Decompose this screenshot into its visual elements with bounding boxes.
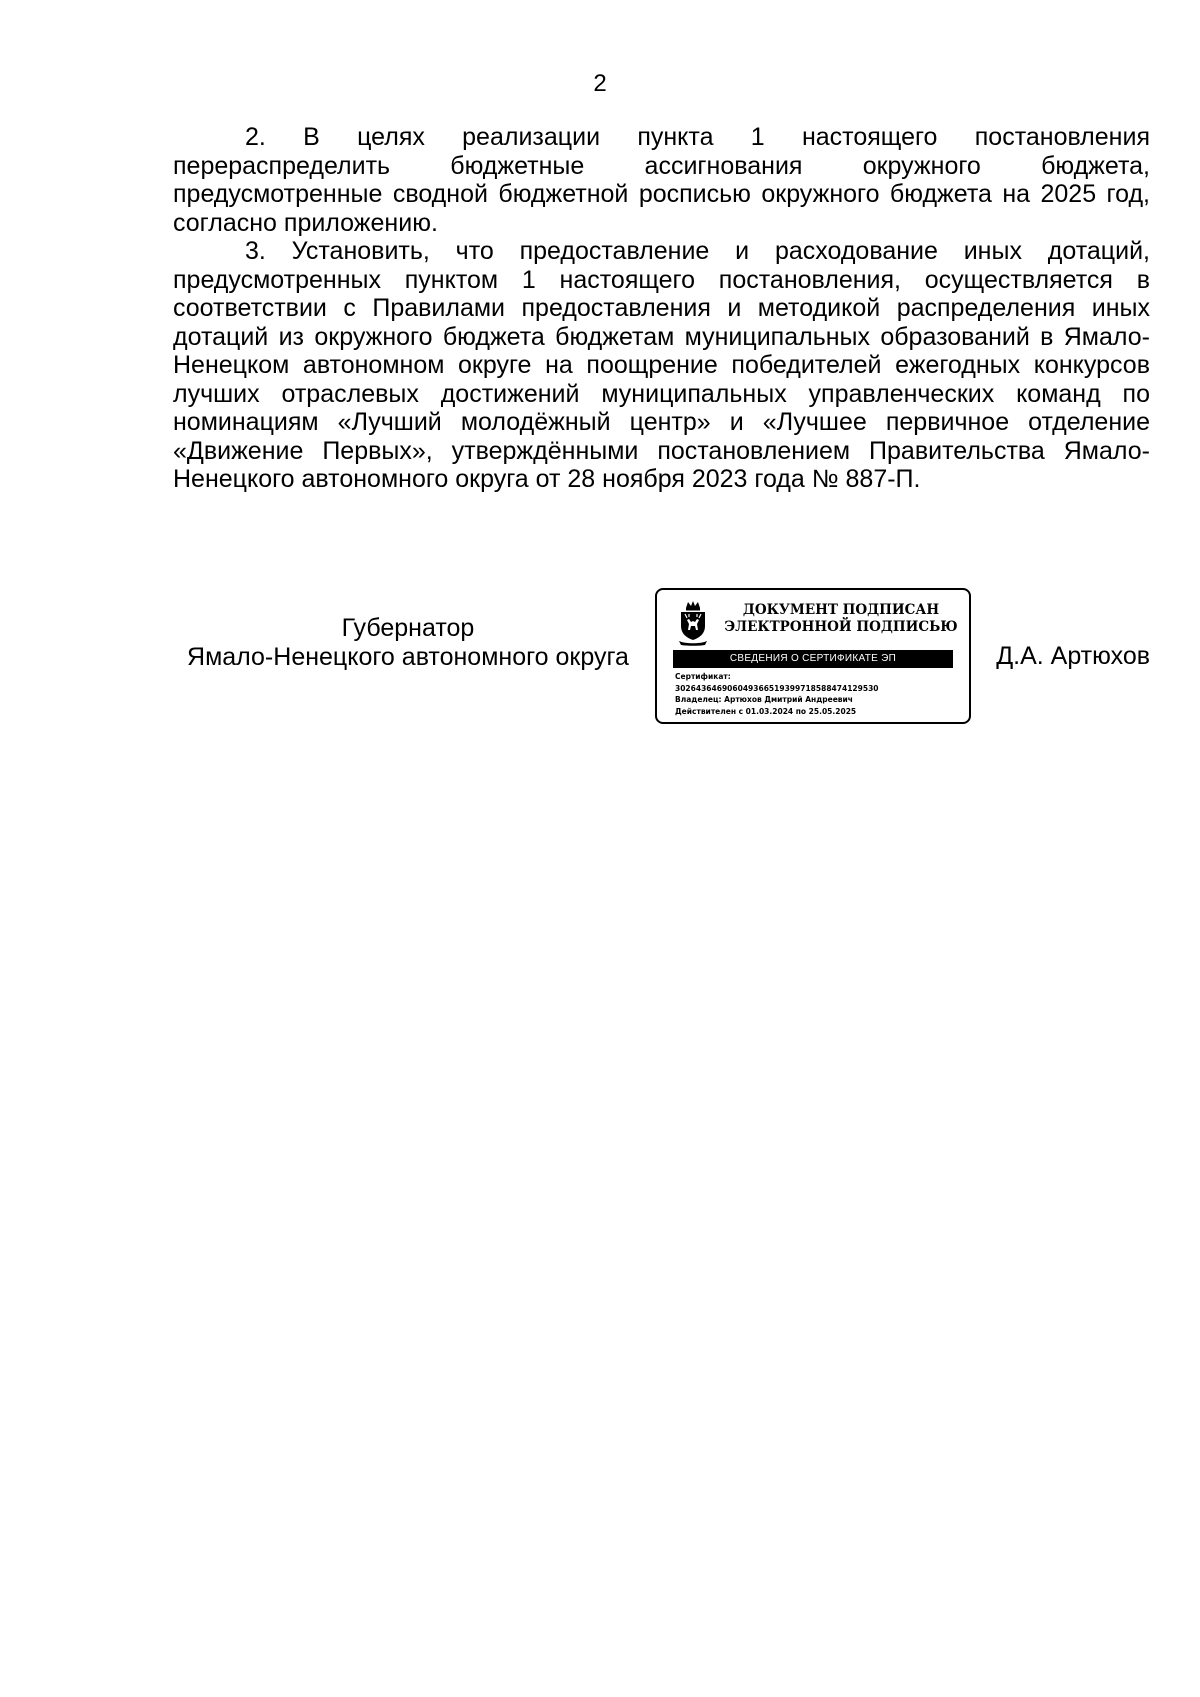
signatory-title — [173, 614, 643, 672]
signature-block — [173, 588, 1150, 728]
signatory-position: Губернатор — [341, 614, 475, 642]
certificate-info-bar: СВЕДЕНИЯ О СЕРТИФИКАТЕ ЭП — [673, 650, 953, 668]
stamp-heading-line1: ДОКУМЕНТ ПОДПИСАН — [742, 602, 940, 618]
paragraph-3: 3. Установить, что предоставление и расходование иных дотаций, предусмотренных пунктом 1 настоящего постановления, осуществляется в соответствии с Правилами предоставления и методикой распределения иных дотаций из окружного бюджета бюджетам муниципальных образований в Ямало-Ненецком автономном округе на поощрение победителей ежегодных конкурсов лучших отраслевых достижений муниципальных управленческих команд по номинациям «Лучший молодёжный центр» и «Лучшее первичное отделение «Движение Первых», утверждёнными постановлением Правительства Ямало-Ненецкого автономного округа от 28 ноября 2023 года № 887-П. — [173, 237, 1150, 493]
certificate-number: 302643646906049366519399718588474129530 — [675, 683, 879, 693]
paragraph-2: 2. В целях реализации пункта 1 настоящего постановления перераспределить бюджетные ассигнования окружного бюджета, предусмотренные сводной бюджетной росписью окружного бюджета на 2025 год, согласно приложению. — [173, 123, 1150, 237]
certificate-owner: Владелец: Артюхов Дмитрий Андреевич — [675, 695, 853, 704]
stamp-heading — [717, 602, 965, 636]
certificate-label: Сертификат: — [675, 672, 731, 681]
certificate-validity: Действителен с 01.03.2024 по 25.05.2025 — [675, 706, 857, 716]
page-number: 2 — [593, 70, 607, 97]
yanao-coat-of-arms-icon — [675, 600, 711, 646]
document-body — [173, 123, 1150, 494]
signatory-region: Ямало-Ненецкого автономного округа — [187, 643, 629, 671]
electronic-signature-stamp — [655, 588, 971, 724]
signatory-name: Д.А. Артюхов — [996, 642, 1150, 670]
stamp-heading-line2: ЭЛЕКТРОННОЙ ПОДПИСЬЮ — [724, 619, 958, 635]
certificate-details — [675, 671, 965, 717]
